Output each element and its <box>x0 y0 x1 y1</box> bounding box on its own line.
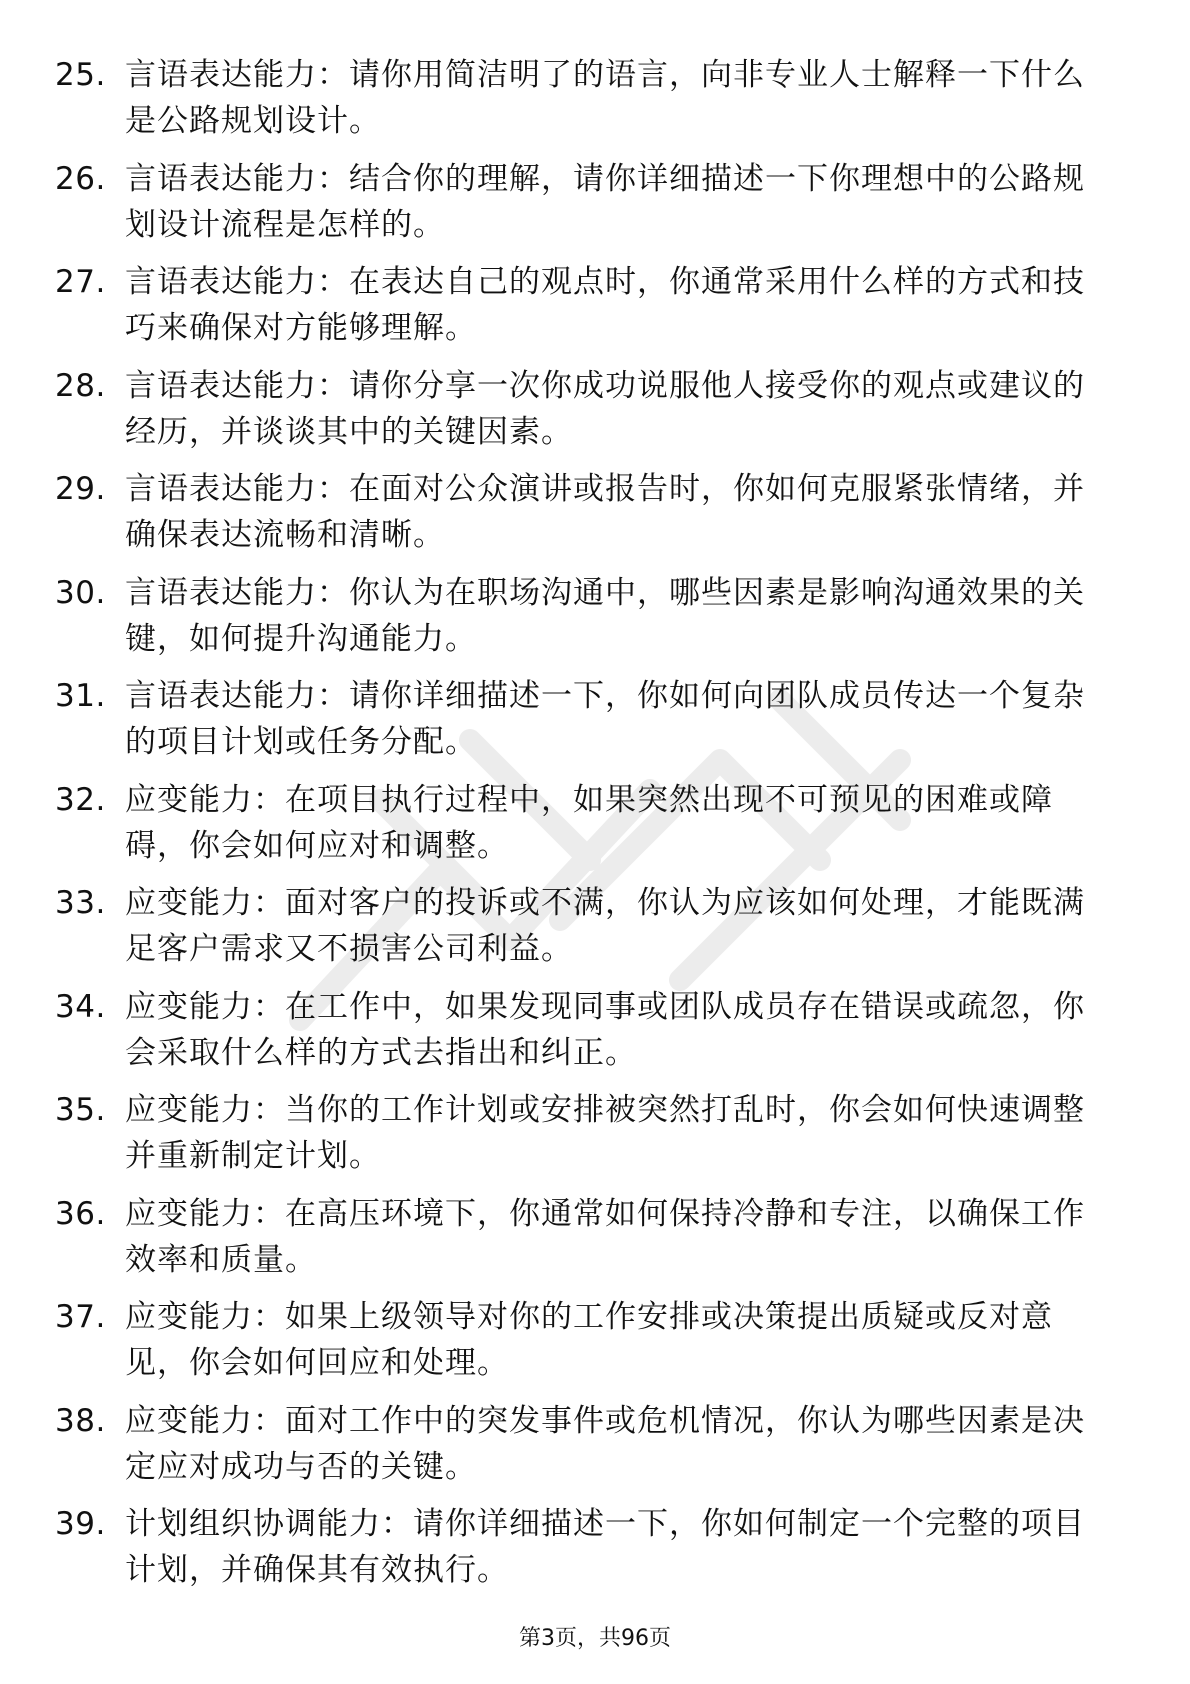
question-text: 应变能力：面对客户的投诉或不满，你认为应该如何处理，才能既满足客户需求又不损害公司利益。 <box>125 885 1085 967</box>
question-number: 34. <box>55 988 106 1025</box>
question-text: 应变能力：在高压环境下，你通常如何保持冷静和专注，以确保工作效率和质量。 <box>125 1195 1085 1278</box>
question-number: 26. <box>55 160 106 197</box>
list-item <box>55 880 1115 984</box>
question-text: 应变能力：在项目执行过程中，如果突然出现不可预见的困难或障碍，你会如何应对和调整。 <box>125 781 1053 864</box>
question-number: 36. <box>55 1195 106 1232</box>
question-list <box>55 52 1115 1605</box>
question-text: 应变能力：如果上级领导对你的工作安排或决策提出质疑或反对意见，你会如何回应和处理。 <box>125 1299 1053 1381</box>
question-text: 言语表达能力：结合你的理解，请你详细描述一下你理想中的公路规划设计流程是怎样的。 <box>125 160 1085 243</box>
question-text: 言语表达能力：请你详细描述一下，你如何向团队成员传达一个复杂的项目计划或任务分配。 <box>125 678 1085 760</box>
question-number: 25. <box>55 57 106 93</box>
list-item <box>55 466 1115 570</box>
page-number-label: 第3页，共96页 <box>519 1626 671 1651</box>
list-item <box>55 673 1115 777</box>
list-item <box>55 570 1115 674</box>
list-item <box>55 1087 1115 1191</box>
question-number: 29. <box>55 471 106 507</box>
list-item <box>55 1398 1115 1502</box>
question-text: 应变能力：在工作中，如果发现同事或团队成员存在错误或疏忽，你会采取什么样的方式去指出和纠正。 <box>125 988 1085 1071</box>
question-text: 应变能力：当你的工作计划或安排被突然打乱时，你会如何快速调整并重新制定计划。 <box>125 1092 1085 1174</box>
question-text: 应变能力：面对工作中的突发事件或危机情况，你认为哪些因素是决定应对成功与否的关键。 <box>125 1402 1085 1485</box>
list-item <box>55 777 1115 881</box>
question-number: 38. <box>55 1402 106 1439</box>
list-item <box>55 1294 1115 1398</box>
question-number: 31. <box>55 678 106 714</box>
list-item <box>55 1501 1115 1605</box>
question-text: 言语表达能力：请你用简洁明了的语言，向非专业人士解释一下什么是公路规划设计。 <box>125 57 1085 139</box>
list-item <box>55 1191 1115 1295</box>
question-text: 计划组织协调能力：请你详细描述一下，你如何制定一个完整的项目计划，并确保其有效执行。 <box>125 1506 1085 1588</box>
question-text: 言语表达能力：在表达自己的观点时，你通常采用什么样的方式和技巧来确保对方能够理解。 <box>125 264 1085 346</box>
question-number: 28. <box>55 367 106 404</box>
question-number: 33. <box>55 885 106 921</box>
question-number: 30. <box>55 574 106 611</box>
question-number: 27. <box>55 264 106 300</box>
question-number: 32. <box>55 781 106 818</box>
question-number: 35. <box>55 1092 106 1128</box>
list-item <box>55 259 1115 363</box>
list-item <box>55 984 1115 1088</box>
question-text: 言语表达能力：在面对公众演讲或报告时，你如何克服紧张情绪，并确保表达流畅和清晰。 <box>125 471 1085 553</box>
question-text: 言语表达能力：请你分享一次你成功说服他人接受你的观点或建议的经历，并谈谈其中的关键因素。 <box>125 367 1085 450</box>
page-footer <box>0 1624 1190 1654</box>
question-number: 37. <box>55 1299 106 1335</box>
list-item <box>55 52 1115 156</box>
list-item <box>55 363 1115 467</box>
question-text: 言语表达能力：你认为在职场沟通中，哪些因素是影响沟通效果的关键，如何提升沟通能力。 <box>125 574 1085 657</box>
question-number: 39. <box>55 1506 106 1542</box>
list-item <box>55 156 1115 260</box>
